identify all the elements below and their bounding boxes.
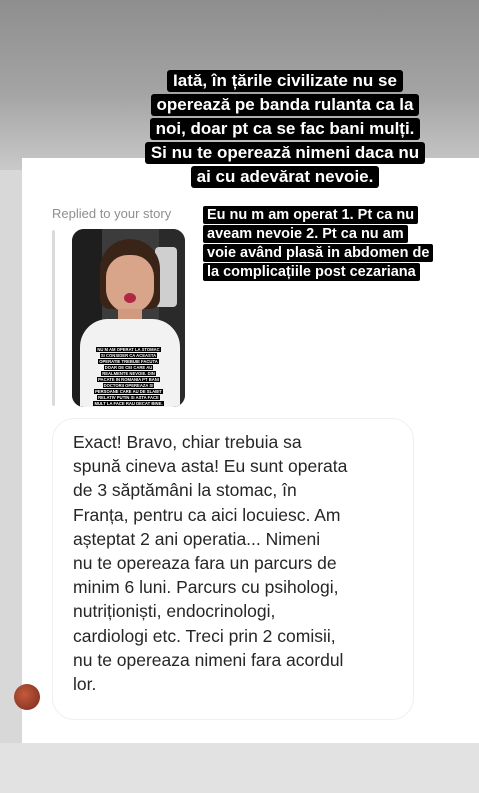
caption-line: ai cu adevărat nevoie. (191, 166, 380, 188)
thumbnail-caption-line: REALMENTE NEVOIE. DIN (102, 371, 155, 376)
reply-text-overlay (203, 206, 453, 282)
reply-line: Eu nu m am operat 1. Pt ca nu (203, 206, 418, 224)
thumbnail-caption-line: PERSOANE CARE AU DE SLABIT (95, 389, 162, 394)
message-line: Franța, pentru ca aici locuiesc. Am (73, 504, 341, 525)
message-line: Exact! Bravo, chiar trebuia sa (73, 432, 302, 452)
thumbnail-caption-line: OPERATIE TREBUIE FACUTA (99, 359, 158, 364)
message-line: minim 6 luni. Parcurs cu psihologi, (73, 577, 339, 598)
message-line: lor. (73, 674, 97, 695)
caption-line: Iată, în țările civilizate nu se (167, 70, 403, 92)
message-bubble[interactable] (52, 418, 414, 720)
message-line: cardiologi etc. Treci prin 2 comisii, (73, 625, 336, 646)
thumbnail-caption-line: SI CONSIDER CA ACEASTA (100, 353, 157, 358)
message-line: spună cineva asta! Eu sunt operata (73, 456, 348, 477)
message-line: nu te opereaza nimeni fara acordul (73, 649, 344, 670)
sender-avatar[interactable] (14, 684, 40, 710)
reply-line: aveam nevoie 2. Pt ca nu am (203, 225, 408, 243)
reply-line: la complicațiile post cezariana (203, 263, 420, 281)
thumbnail-caption-line: NU M AM OPERAT LA STOMAC (97, 347, 160, 352)
thumbnail-mouth (124, 293, 136, 303)
message-line: nu te opereaza fara un parcurs de (73, 553, 337, 574)
story-thumbnail[interactable] (72, 229, 185, 407)
thumbnail-caption-line: RELATIV PUTIN SI ASTA FACE (98, 395, 159, 400)
message-line: nutriționiști, endocrinologi, (73, 601, 276, 622)
story-background-bottom (0, 743, 479, 793)
reply-quote-bar (52, 230, 55, 406)
thumbnail-caption-line: MULT LA FACE RAU DECAT BINE. (94, 401, 163, 406)
replied-to-story-label: Replied to your story (52, 206, 172, 221)
thumbnail-face (106, 255, 154, 313)
thumbnail-caption-line: DOAR DE CEI CARE AU (104, 365, 153, 370)
caption-line: noi, doar pt ca se fac bani mulți. (150, 118, 421, 140)
reply-line: voie având plasă in abdomen de (203, 244, 433, 262)
thumbnail-caption-line: DOCTORII OPEREAZA SI (103, 383, 154, 388)
message-line: de 3 săptămâni la stomac, în (73, 480, 297, 501)
story-caption-overlay (105, 70, 465, 190)
caption-line: operează pe banda rulanta ca la (151, 94, 420, 116)
caption-line: Si nu te operează nimeni daca nu (145, 142, 425, 164)
thumbnail-caption-line: PACATE IN ROMANIA PT BANI (98, 377, 159, 382)
thumbnail-caption (76, 347, 181, 407)
message-line: așteptat 2 ani operatia... Nimeni (73, 528, 321, 549)
